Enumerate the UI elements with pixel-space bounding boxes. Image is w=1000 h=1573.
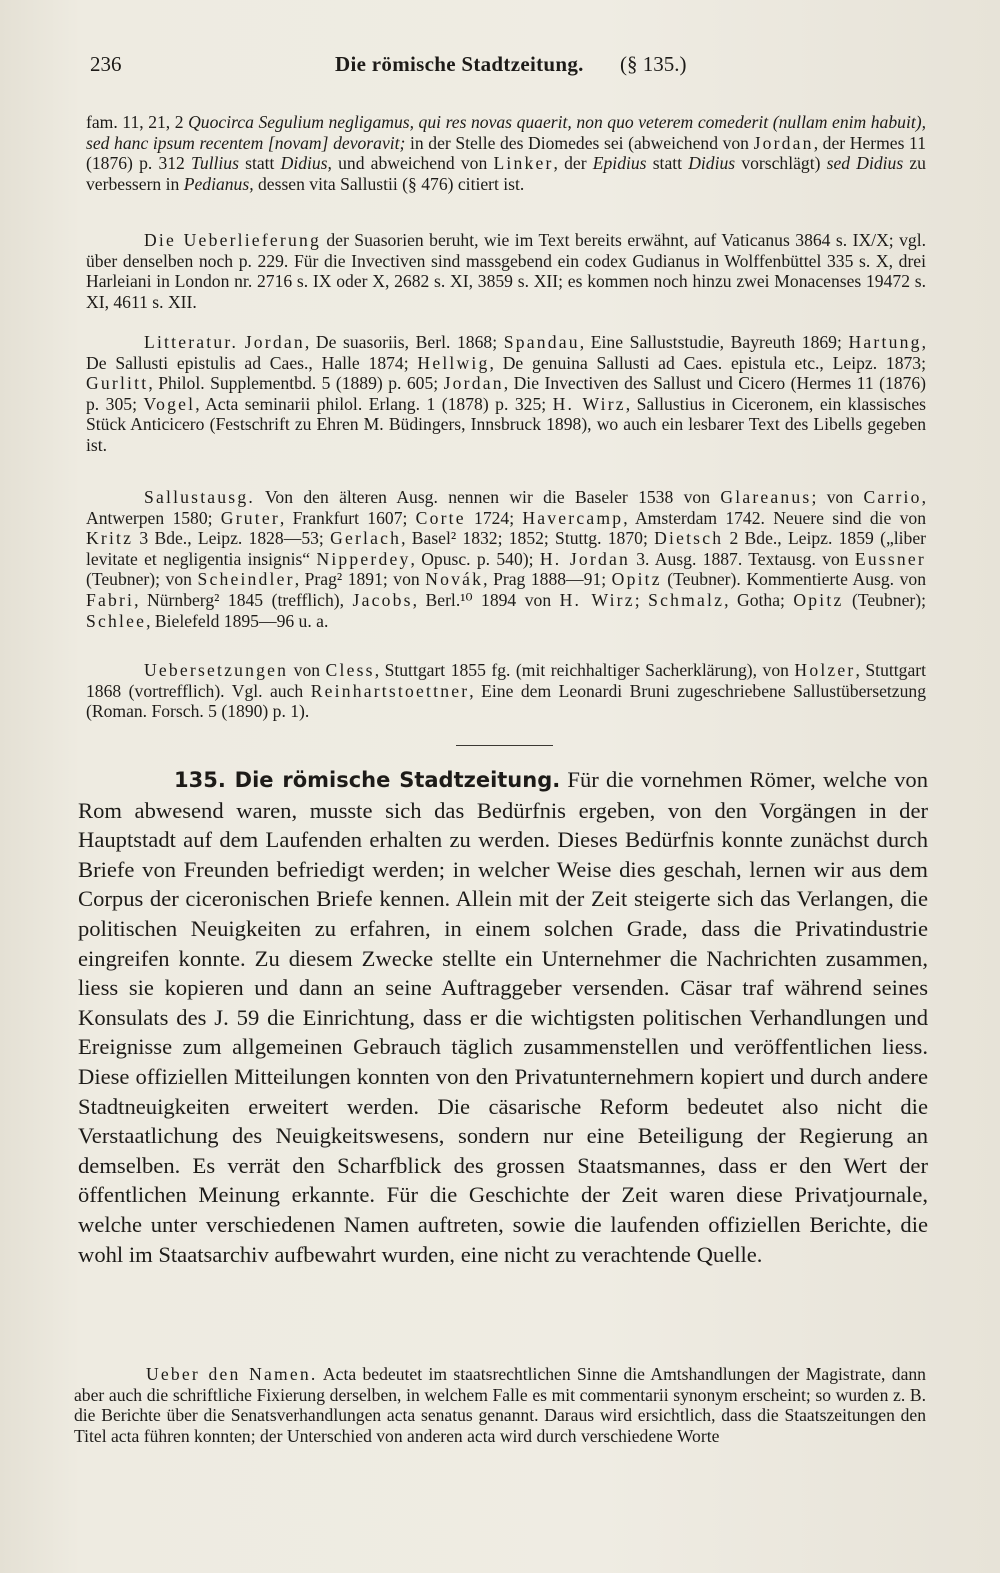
translations-paragraph: Uebersetzungen von Cless, Stuttgart 1855 fg. (mit reichhaltiger Sacherklärung), von Holzer, Stuttgart 1868 (vortrefflich). Vgl. auch Reinhartstoettner, Eine dem Leonardi Bruni zugeschriebene Sallustübersetzung (Roman. Forsch. 5 (1890) p. 1). — [86, 660, 926, 722]
page-number: 236 — [90, 52, 122, 76]
transmission-paragraph: Die Ueberlieferung der Suasorien beruht, wie im Text bereits erwähnt, auf Vaticanus 3864 s. IX/X; vgl. über denselben noch p. 229. Für die Invectiven sind massgebend ein codex Gudianus in Wolffenbüttel 335 s. X, drei Harleiani in London nr. 2716 s. IX oder X, 2682 s. XI, 3859 s. XII; es kommen noch hinzu zwei Monacenses 19472 s. XI, 4611 s. XII. — [86, 230, 926, 312]
continuation-paragraph: fam. 11, 21, 2 Quocirca Segulium negligamus, qui res novas quaerit, non quo veterem comederit (nullam enim habuit), sed hanc ipsum recentem [novam] devoravit; in der Stelle des Diomedes sei (abweichend von Jordan, der Hermes 11 (1876) p. 312 Tullius statt Didius, und abweichend von Linker, der Epidius statt Didius vorschlägt) sed Didius zu verbessern in Pedianus, dessen vita Sallustii (§ 476) citiert ist. — [86, 112, 926, 194]
section-reference: (§ 135.) — [620, 52, 687, 76]
section-135-body: 135. Die römische Stadtzeitung. Für die vornehmen Römer, welche von Rom abwesend waren, musste sich das Bedürfnis ergeben, von den Vorgängen in der Hauptstadt auf dem Laufenden erhalten zu werden. Dieses Bedürfnis konnte zunächst durch Briefe von Freunden befriedigt werden; in welcher Weise dies geschah, lernen wir aus dem Corpus der ciceronischen Briefe kennen. Allein mit der Zeit steigerte sich das Verlangen, die politischen Neuigkeiten zu erfahren, in einem solchen Grade, dass die Privatindustrie eingreifen konnte. Zu diesem Zwecke stellte ein Unternehmer die Nachrichten zusammen, liess sie kopieren und dann an seine Auftraggeber versenden. Cäsar traf während seines Konsulats des J. 59 die Einrichtung, dass er die wichtigsten politischen Verhandlungen und Ereignisse zum allgemeinen Gebrauch täglich zusammenstellen und veröffentlichen liess. Diese offiziellen Mitteilungen konnten von den Privatunternehmern kopiert und durch andere Stadtneuigkeiten erweitert werden. Die cäsarische Reform bedeutet also nicht die Verstaatlichung des Neuigkeitswesens, sondern nur eine Beteiligung der Regierung an demselben. Es verrät den Scharfblick des grossen Staatsmannes, dass er den Wert der öffentlichen Meinung erkannte. Für die Geschichte der Zeit waren diese Privatjournale, welche unter verschiedenen Namen auftreten, sowie die laufenden offiziellen Berichte, die wohl im Staatsarchiv aufbewahrt wurden, eine nicht zu verachtende Quelle. — [78, 767, 928, 1267]
running-header — [90, 52, 910, 92]
footnote-paragraph: Ueber den Namen. Acta bedeutet im staatsrechtlichen Sinne die Amtshandlungen der Magistrate, dann aber auch die schriftliche Fixierung derselben, in welchem Falle es mit commentarii synonym erscheint; so wurden z. B. die Berichte über die Senatsverhandlungen acta senatus genannt. Daraus wird ersichtlich, dass die Staatszeitungen den Titel acta führen konnten; der Unterschied von anderen acta wird durch verschiedene Worte — [74, 1364, 926, 1446]
literature-paragraph: Litteratur. Jordan, De suasoriis, Berl. 1868; Spandau, Eine Salluststudie, Bayreuth 1869; Hartung, De Sallusti epistulis ad Caes., Halle 1874; Hellwig, De genuina Sallusti ad Caes. epistula etc., Leipz. 1873; Gurlitt, Philol. Supplementbd. 5 (1889) p. 605; Jordan, Die Invectiven des Sallust und Cicero (Hermes 11 (1876) p. 305; Vogel, Acta seminarii philol. Erlang. 1 (1878) p. 325; H. Wirz, Sallustius in Ciceronem, ein klassisches Stück Anticicero (Festschrift zu Ehren M. Büdingers, Innsbruck 1898), wo auch ein lesbarer Text des Libells gegeben ist. — [86, 332, 926, 455]
section-divider — [456, 745, 553, 746]
running-title: Die römische Stadtzeitung. — [335, 52, 584, 76]
editions-paragraph: Sallustausg. Von den älteren Ausg. nennen wir die Baseler 1538 von Glareanus; von Carrio, Antwerpen 1580; Gruter, Frankfurt 1607; Corte 1724; Havercamp, Amsterdam 1742. Neuere sind die von Kritz 3 Bde., Leipz. 1828—53; Gerlach, Basel² 1832; 1852; Stuttg. 1870; Dietsch 2 Bde., Leipz. 1859 („liber levitate et negligentia insignis“ Nipperdey, Opusc. p. 540); H. Jordan 3. Ausg. 1887. Textausg. von Eussner (Teubner); von Scheindler, Prag² 1891; von Novák, Prag 1888—91; Opitz (Teubner). Kommentierte Ausg. von Fabri, Nürnberg² 1845 (trefflich), Jacobs, Berl.¹⁰ 1894 von H. Wirz; Schmalz, Gotha; Opitz (Teubner); Schlee, Bielefeld 1895—96 u. a. — [86, 487, 927, 631]
section-heading: 135. Die römische Stadtzeitung. — [174, 768, 561, 792]
